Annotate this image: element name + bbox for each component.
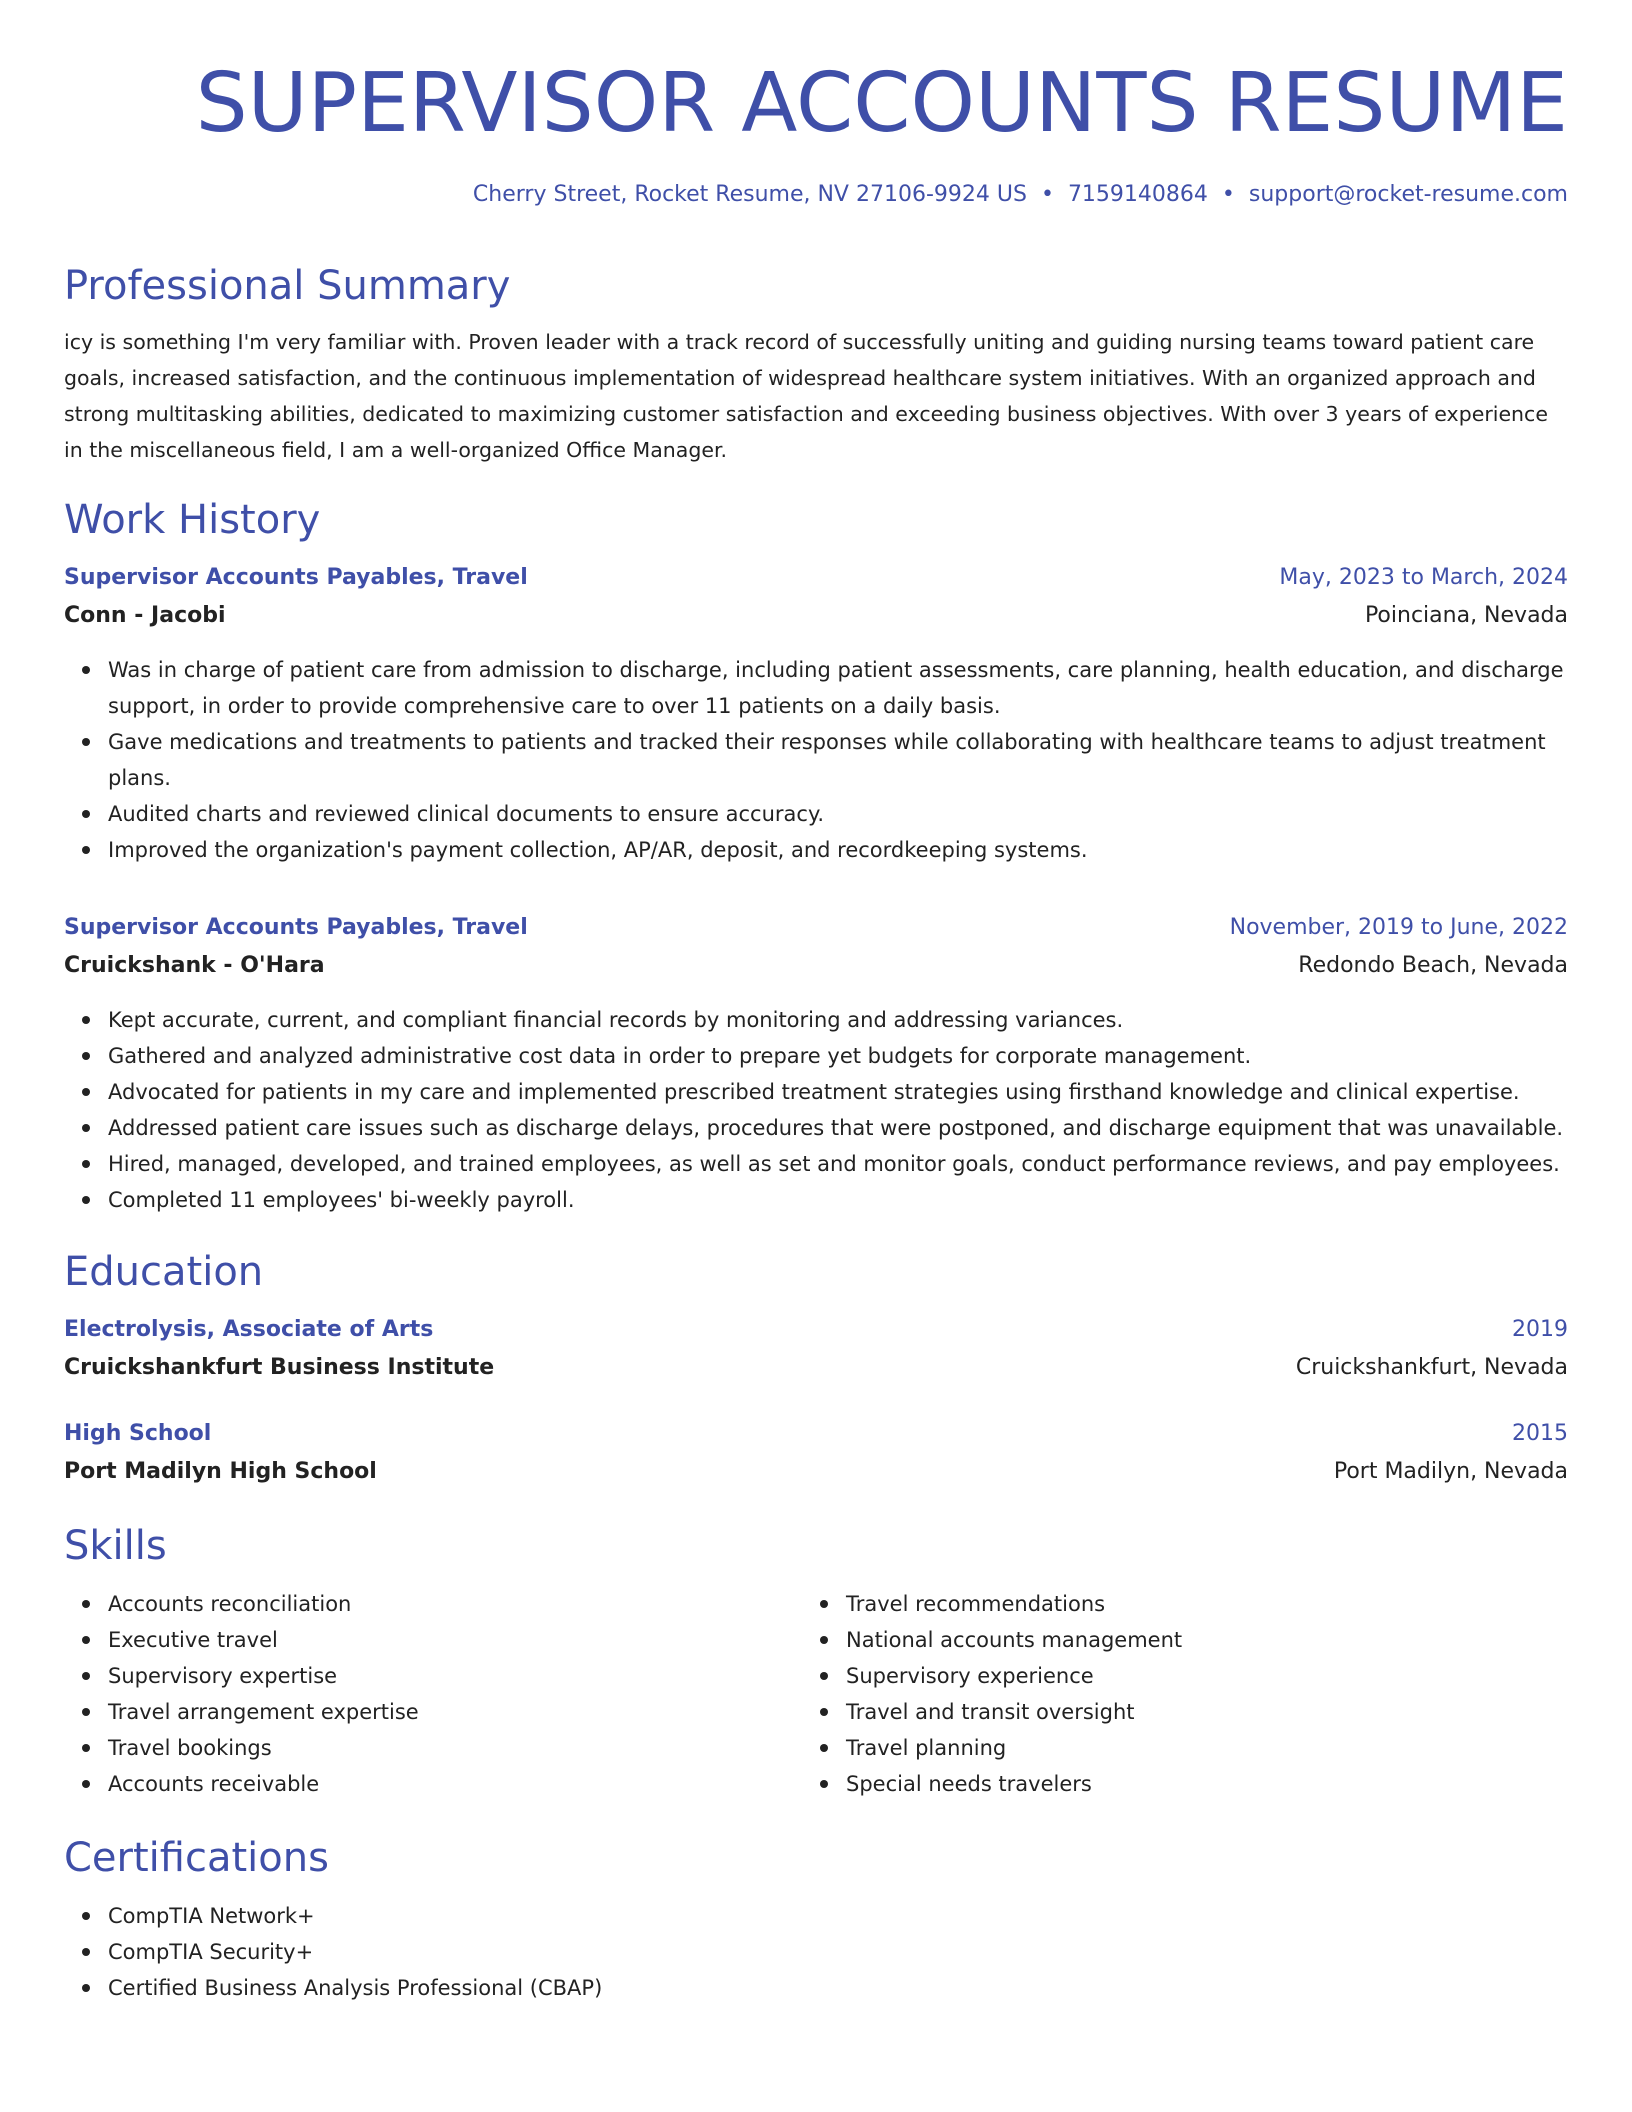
section-heading-certifications: Certifications <box>64 1835 329 1881</box>
job-bullet: Gathered and analyzed administrative cost data in order to prepare yet budgets for corporate management. <box>108 1038 1568 1074</box>
education-school-row <box>64 1454 1568 1490</box>
job-title: Supervisor Accounts Payables, Travel <box>64 565 528 590</box>
summary-text: icy is something I'm very familiar with. Proven leader with a track record of successfully uniting and guiding nursing teams toward patient care goals, increased satisfaction, and the continuous implementation of widespread healthcare system initiatives. With an organized approach and strong multitasking abilities, dedicated to maximizing customer satisfaction and exceeding business objectives. With over 3 years of experience in the miscellaneous field, I am a well-organized Office Manager. <box>64 330 1548 462</box>
education-entry <box>64 1416 1568 1490</box>
contact-address: Cherry Street, Rocket Resume, NV 27106-9924 US <box>472 182 1027 207</box>
resume-header <box>64 50 1568 210</box>
skill-item: Accounts receivable <box>108 1766 802 1802</box>
job-company-row <box>64 948 1568 984</box>
skills-list-right <box>802 1586 1540 1802</box>
education-degree-row <box>64 1312 1568 1348</box>
education-entry <box>64 1312 1568 1386</box>
education-degree: High School <box>64 1421 212 1446</box>
skill-item: Travel bookings <box>108 1730 802 1766</box>
education-location: Port Madilyn, Nevada <box>1333 1459 1568 1484</box>
job-dates: November, 2019 to June, 2022 <box>1229 915 1568 940</box>
section-heading-work-history: Work History <box>64 497 321 543</box>
section-heading-summary: Professional Summary <box>64 263 511 309</box>
skill-item: Travel recommendations <box>846 1586 1540 1622</box>
skill-item: Supervisory experience <box>846 1658 1540 1694</box>
job-bullet: Kept accurate, current, and compliant financial records by monitoring and addressing variances. <box>108 1002 1568 1038</box>
skills-grid <box>64 1586 1568 1802</box>
skill-item: Travel and transit oversight <box>846 1694 1540 1730</box>
education-degree-row <box>64 1416 1568 1452</box>
skill-item: Travel planning <box>846 1730 1540 1766</box>
education-year: 2015 <box>1512 1421 1568 1446</box>
job-title-row <box>64 560 1568 596</box>
skill-item: Executive travel <box>108 1622 802 1658</box>
skill-item: Supervisory expertise <box>108 1658 802 1694</box>
education-location: Cruickshankfurt, Nevada <box>1295 1355 1568 1380</box>
job-bullet: Improved the organization's payment collection, AP/AR, deposit, and recordkeeping systems. <box>108 832 1568 868</box>
certification-item: CompTIA Network+ <box>108 1898 1568 1934</box>
skill-item: Travel arrangement expertise <box>108 1694 802 1730</box>
education-section <box>64 1246 1568 1490</box>
skills-list-left <box>64 1586 802 1802</box>
job-entry <box>64 910 1568 1218</box>
education-school: Port Madilyn High School <box>64 1459 377 1484</box>
section-heading-education: Education <box>64 1249 264 1295</box>
certification-item: CompTIA Security+ <box>108 1934 1568 1970</box>
summary-section <box>64 260 1568 468</box>
education-degree: Electrolysis, Associate of Arts <box>64 1317 434 1342</box>
education-year: 2019 <box>1512 1317 1568 1342</box>
job-bullet: Addressed patient care issues such as discharge delays, procedures that were postponed, and discharge equipment that was unavailable. <box>108 1110 1568 1146</box>
job-title: Supervisor Accounts Payables, Travel <box>64 915 528 940</box>
job-bullet: Gave medications and treatments to patients and tracked their responses while collaborating with healthcare teams to adjust treatment plans. <box>108 724 1568 796</box>
certifications-section <box>64 1832 1568 2006</box>
certifications-list <box>64 1898 1568 2006</box>
job-location: Poinciana, Nevada <box>1364 603 1568 628</box>
skills-section <box>64 1520 1568 1802</box>
education-school: Cruickshankfurt Business Institute <box>64 1355 495 1380</box>
skill-item: Special needs travelers <box>846 1766 1540 1802</box>
contact-phone: 7159140864 <box>1067 182 1208 207</box>
contact-separator: • <box>1221 182 1235 207</box>
job-bullet: Audited charts and reviewed clinical documents to ensure accuracy. <box>108 796 1568 832</box>
job-dates: May, 2023 to March, 2024 <box>1279 565 1568 590</box>
work-history-section <box>64 494 1568 1218</box>
job-title-row <box>64 910 1568 946</box>
section-heading-skills: Skills <box>64 1523 167 1569</box>
skill-item: Accounts reconciliation <box>108 1586 802 1622</box>
job-location: Redondo Beach, Nevada <box>1298 953 1568 978</box>
job-bullet-list <box>64 1002 1568 1218</box>
job-bullet: Advocated for patients in my care and implemented prescribed treatment strategies using firsthand knowledge and clinical expertise. <box>108 1074 1568 1110</box>
certification-item: Certified Business Analysis Professional (CBAP) <box>108 1970 1568 2006</box>
education-school-row <box>64 1350 1568 1386</box>
contact-line <box>64 180 1568 210</box>
job-bullet: Completed 11 employees' bi-weekly payroll. <box>108 1182 1568 1218</box>
job-bullet: Was in charge of patient care from admission to discharge, including patient assessments, care planning, health education, and discharge support, in order to provide comprehensive care to over 11 patients on a daily basis. <box>108 652 1568 724</box>
job-bullet-list <box>64 652 1568 868</box>
job-company: Cruickshank - O'Hara <box>64 953 325 978</box>
skill-item: National accounts management <box>846 1622 1540 1658</box>
contact-email: support@rocket-resume.com <box>1248 182 1568 207</box>
job-company-row <box>64 598 1568 634</box>
resume-title: SUPERVISOR ACCOUNTS RESUME <box>195 56 1568 151</box>
job-company: Conn - Jacobi <box>64 603 226 628</box>
job-bullet: Hired, managed, developed, and trained employees, as well as set and monitor goals, conduct performance reviews, and pay employees. <box>108 1146 1568 1182</box>
contact-separator: • <box>1040 182 1054 207</box>
job-entry <box>64 560 1568 868</box>
